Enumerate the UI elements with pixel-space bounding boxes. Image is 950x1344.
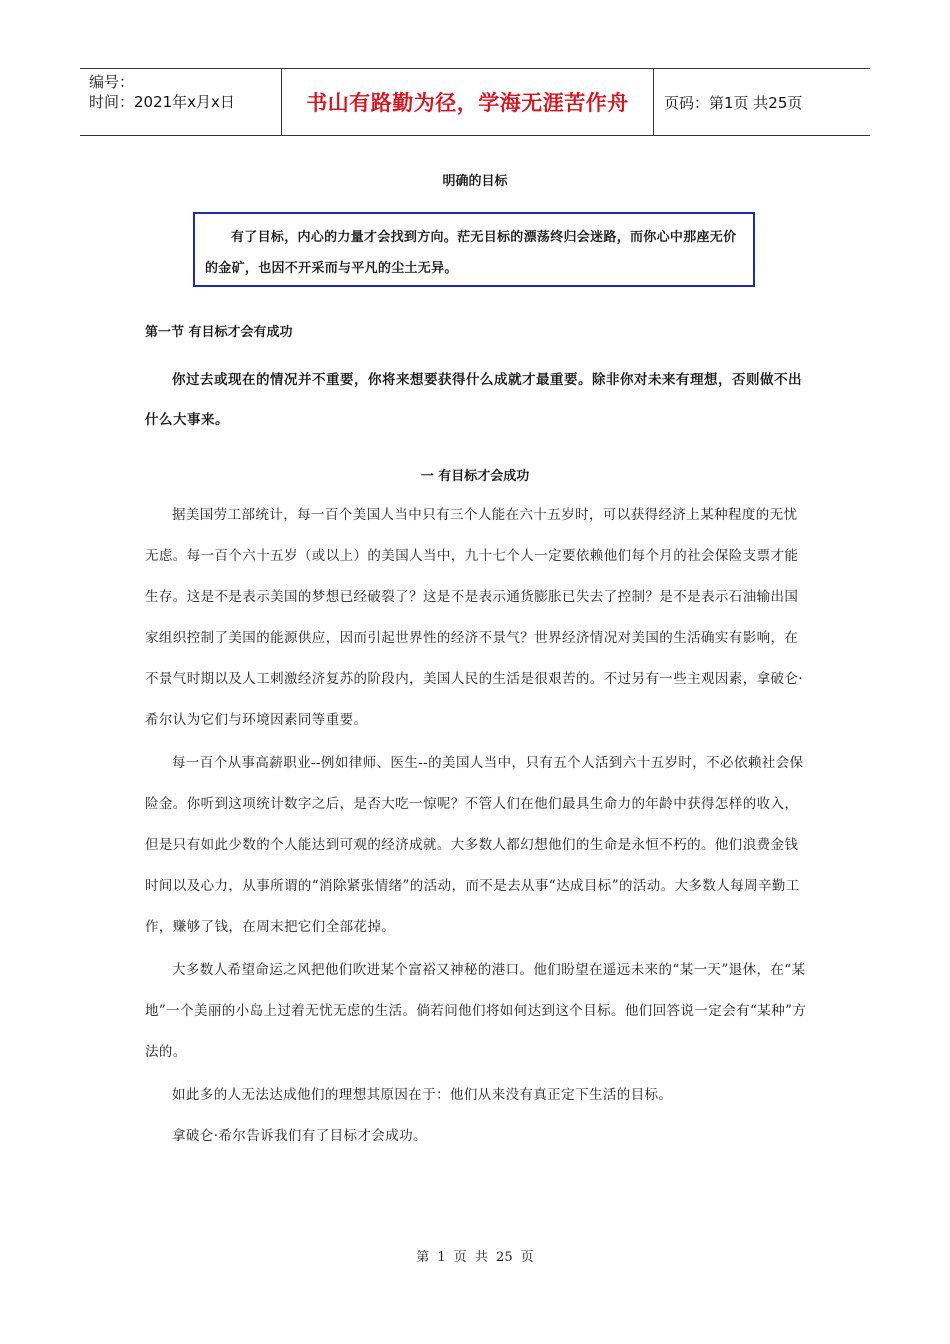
body-paragraph-4: 如此多的人无法达成他们的理想其原因在于：他们从来没有真正定下生活的目标。 — [172, 1087, 673, 1103]
document-title: 明确的目标 — [442, 174, 508, 189]
page-footer: 第 1 页 共 25 页 — [416, 1250, 534, 1265]
page-header — [80, 68, 870, 136]
body-paragraph-5: 拿破仑·希尔告诉我们有了目标才会成功。 — [172, 1128, 427, 1144]
header-motto: 书山有路勤为径，学海无涯苦作舟 — [282, 69, 654, 135]
header-page-info: 页码：第1页 共25页 — [664, 93, 803, 112]
body-paragraph-2: 每一百个从事高薪职业--例如律师、医生--的美国人当中，只有五个人活到六十五岁时，不必依赖社会保险金。你听到这项统计数字之后，是否大吃一惊呢？不管人们在他们最具生命力的年龄中获得怎样的收入，但是只有如此少数的个人能达到可观的经济成就。大多数人都幻想他们的生命是永恒不朽的。他们浪费金钱时间以及心力，从事所谓的“消除紧张情绪”的活动，而不是去从事“达成目标”的活动。大多数人每周辛勤工作，赚够了钱，在周末把它们全部花掉。 — [145, 755, 804, 935]
section-heading: 第一节 有目标才会有成功 — [145, 325, 293, 340]
body-paragraph-3: 大多数人希望命运之风把他们吹进某个富裕又神秘的港口。他们盼望在遥远未来的“某一天”退休，在“某地”一个美丽的小岛上过着无忧无虑的生活。倘若问他们将如何达到这个目标。他们回答说一定会有“某种”方法的。 — [145, 962, 807, 1060]
header-meta — [80, 69, 282, 135]
subsection-heading: 一 有目标才会成功 — [420, 469, 530, 484]
quote-box: 有了目标，内心的力量才会找到方向。茫无目标的漂荡终归会迷路，而你心中那座无价的金矿，也因不开采而与平凡的尘土无异。 — [193, 212, 755, 287]
document-number-label: 编号： — [89, 73, 135, 91]
document-date-label: 时间：2021年x月x日 — [89, 93, 235, 111]
lead-paragraph: 你过去或现在的情况并不重要，你将来想要获得什么成就才最重要。除非你对未来有理想，否则做不出什么大事来。 — [145, 372, 802, 428]
body-paragraph-1: 据美国劳工部统计，每一百个美国人当中只有三个人能在六十五岁时，可以获得经济上某种程度的无忧无虑。每一百个六十五岁（或以上）的美国人当中，九十七个人一定要依赖他们每个月的社会保险支票才能生存。这是不是表示美国的梦想已经破裂了？这是不是表示通货膨胀已失去了控制？是不是表示石油输出国家组织控制了美国的能源供应，因而引起世界性的经济不景气？世界经济情况对美国的生活确实有影响，在不景气时期以及人工刺激经济复苏的阶段内，美国人民的生活是很艰苦的。不过另有一些主观因素，拿破仑·希尔认为它们与环境因素同等重要。 — [145, 507, 803, 728]
